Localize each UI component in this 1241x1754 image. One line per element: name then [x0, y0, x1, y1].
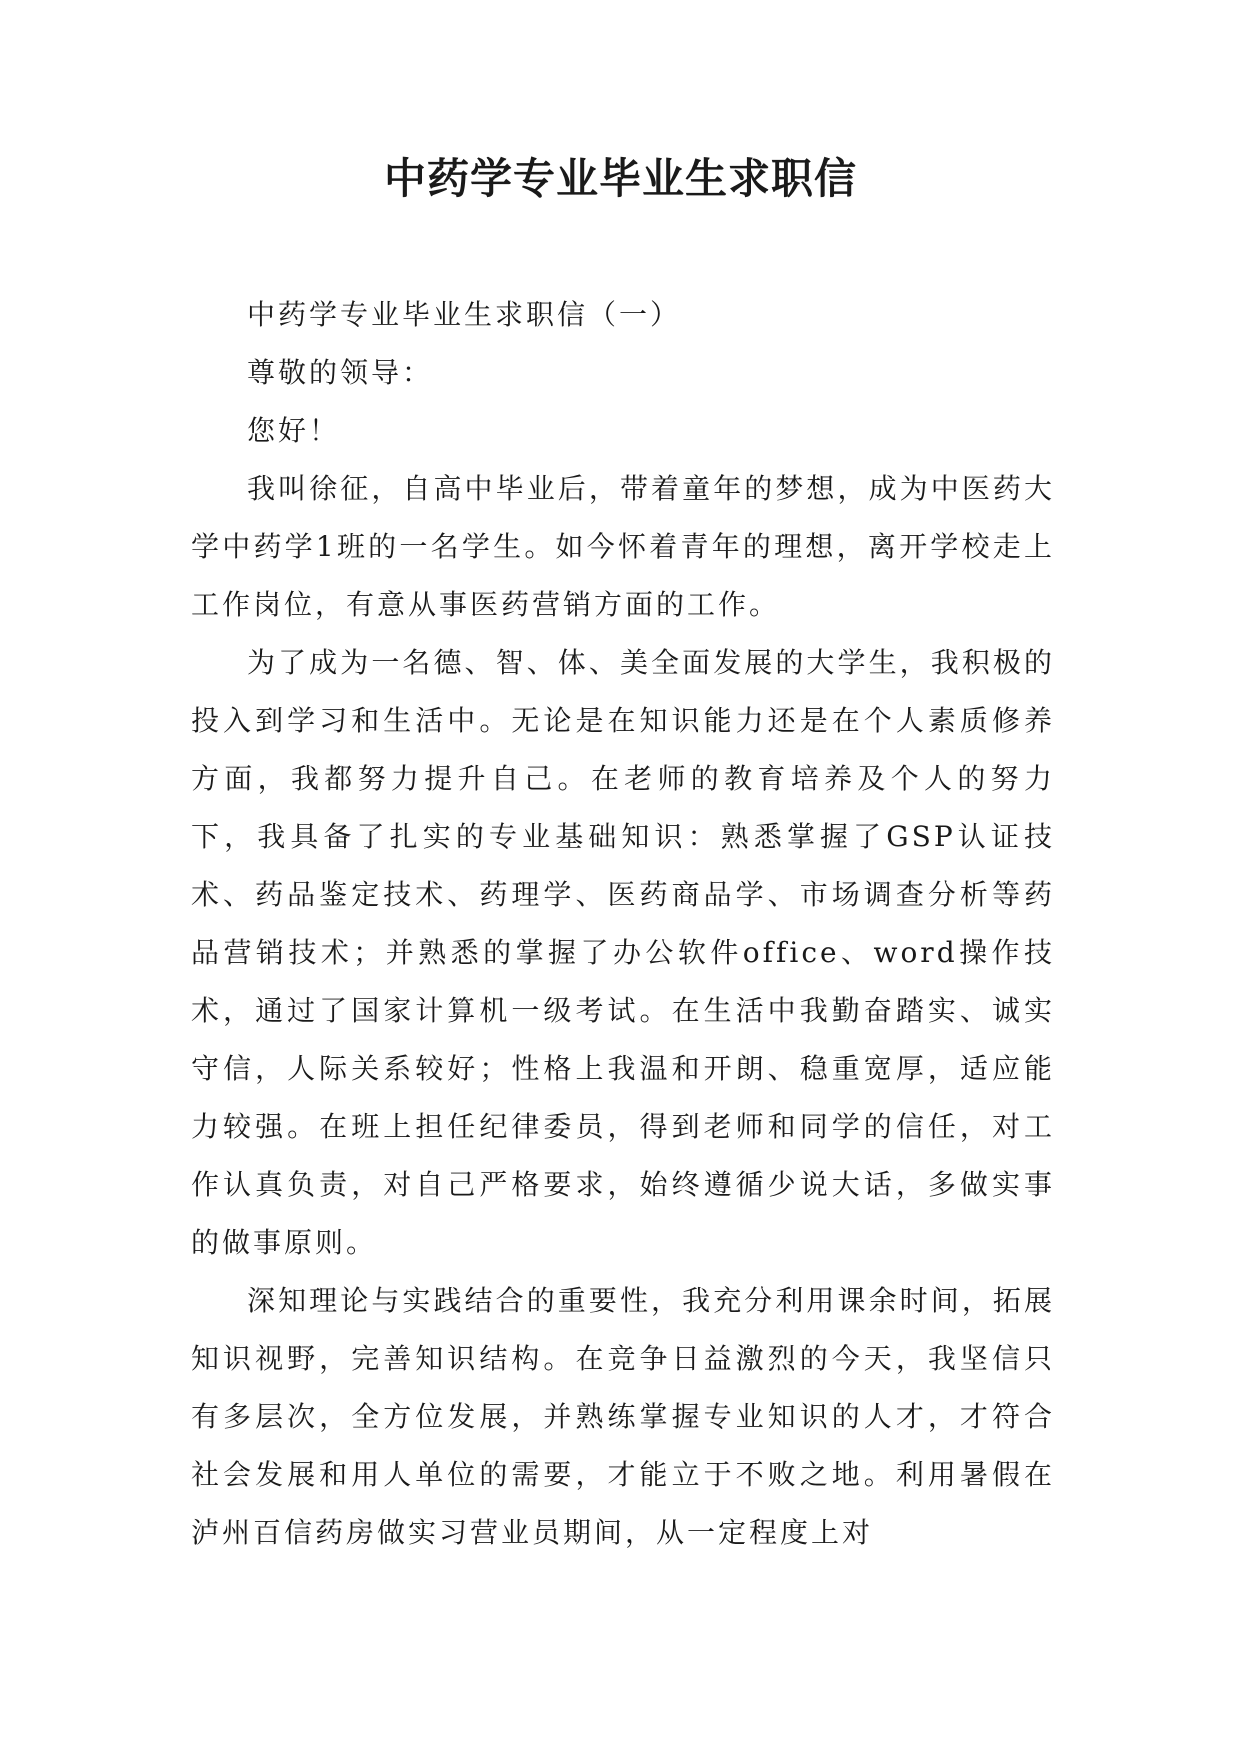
paragraph-qualifications: 为了成为一名德、智、体、美全面发展的大学生，我积极的投入到学习和生活中。无论是在知识能力还是在个人素质修养方面，我都努力提升自己。在老师的教育培养及个人的努力下，我具备了扎实的专业基础知识：熟悉掌握了GSP认证技术、药品鉴定技术、药理学、医药商品学、市场调查分析等药品营销技术；并熟悉的掌握了办公软件office、word操作技术，通过了国家计算机一级考试。在生活中我勤奋踏实、诚实守信，人际关系较好；性格上我温和开朗、稳重宽厚，适应能力较强。在班上担任纪律委员，得到老师和同学的信任，对工作认真负责，对自己严格要求，始终遵循少说大话，多做实事的做事原则。 — [191, 646, 1055, 1259]
greeting: 您好！ — [247, 414, 341, 447]
paragraph-practice: 深知理论与实践结合的重要性，我充分利用课余时间，拓展知识视野，完善知识结构。在竞争日益激烈的今天，我坚信只有多层次，全方位发展，并熟练掌握专业知识的人才，才符合社会发展和用人单位的需要，才能立于不败之地。利用暑假在泸州百信药房做实习营业员期间，从一定程度上对 — [191, 1284, 1055, 1549]
document-body — [191, 286, 1055, 1562]
salutation: 尊敬的领导： — [247, 356, 434, 389]
document-title: 中药学专业毕业生求职信 — [383, 154, 857, 203]
paragraph-introduction: 我叫徐征，自高中毕业后，带着童年的梦想，成为中医药大学中药学1班的一名学生。如今怀着青年的理想，离开学校走上工作岗位，有意从事医药营销方面的工作。 — [191, 472, 1055, 621]
letter-subtitle: 中药学专业毕业生求职信（一） — [247, 298, 682, 331]
